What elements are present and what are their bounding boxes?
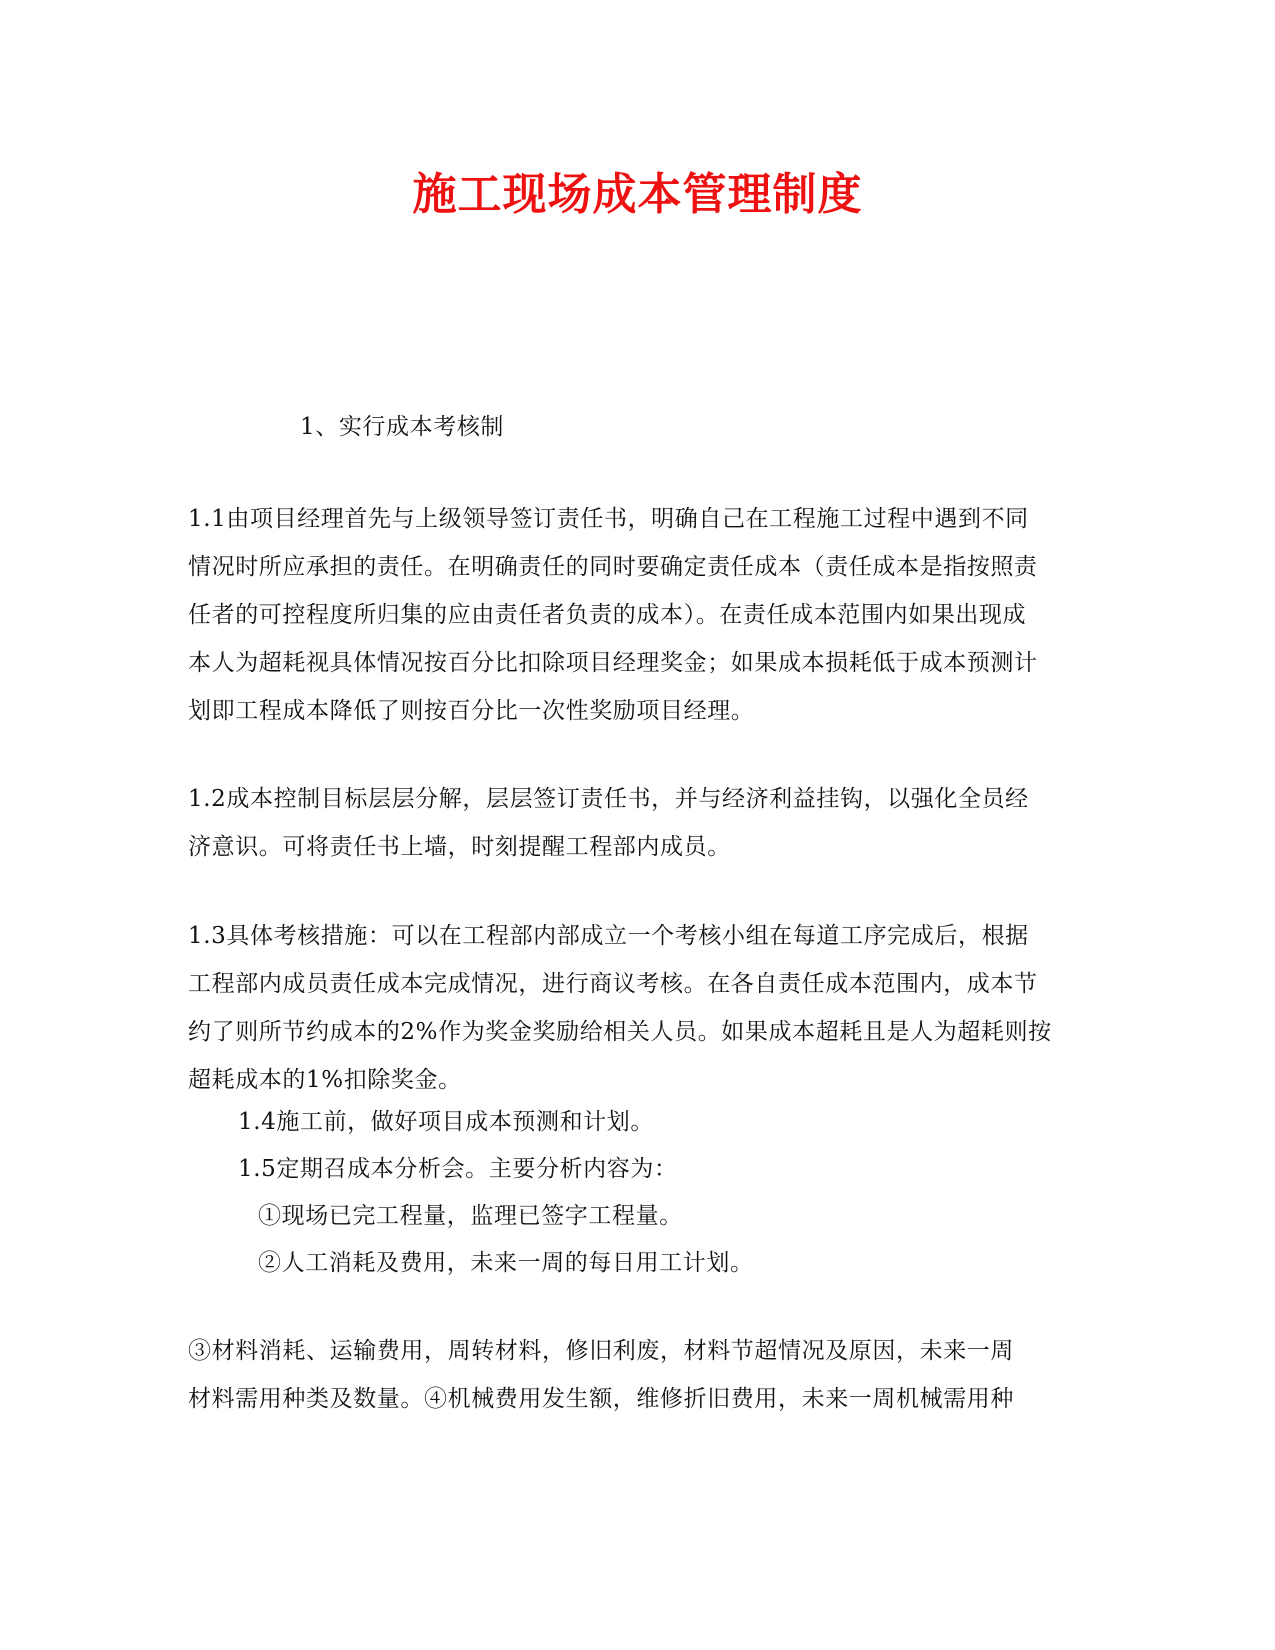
paragraph-line: 材料需用种类及数量。④机械费用发生额，维修折旧费用，未来一周机械需用种: [188, 1386, 1014, 1412]
paragraph-1-3: [188, 912, 1088, 1104]
paragraph-line: 任者的可控程度所归集的应由责任者负责的成本）。在责任成本范围内如果出现成: [188, 602, 1027, 628]
paragraph-1-1: [188, 495, 1088, 735]
paragraph-line: 1.2成本控制目标层层分解，层层签订责任书，并与经济利益挂钩，以强化全员经: [188, 786, 1029, 812]
document-title: 施工现场成本管理制度: [412, 169, 863, 220]
list-item-2: ②人工消耗及费用，未来一周的每日用工计划。: [258, 1250, 754, 1276]
list-items-3-4: [188, 1327, 1088, 1423]
paragraph-line: 工程部内成员责任成本完成情况，进行商议考核。在各自责任成本范围内，成本节: [188, 971, 1038, 997]
paragraph-line: 约了则所节约成本的2%作为奖金奖励给相关人员。如果成本超耗且是人为超耗则按: [188, 1019, 1052, 1045]
paragraph-1-4: 1.4施工前，做好项目成本预测和计划。: [238, 1109, 654, 1135]
paragraph-line: 超耗成本的1%扣除奖金。: [188, 1067, 462, 1093]
paragraph-line: 济意识。可将责任书上墙，时刻提醒工程部内成员。: [188, 834, 731, 860]
list-item-1: ①现场已完工程量，监理已签字工程量。: [258, 1203, 683, 1229]
paragraph-line: 1.1由项目经理首先与上级领导签订责任书，明确自己在工程施工过程中遇到不同: [188, 506, 1029, 532]
paragraph-line: ③材料消耗、运输费用，周转材料，修旧利废，材料节超情况及原因，未来一周: [188, 1338, 1014, 1364]
paragraph-1-5: 1.5定期召成本分析会。主要分析内容为：: [238, 1156, 678, 1182]
paragraph-line: 本人为超耗视具体情况按百分比扣除项目经理奖金；如果成本损耗低于成本预测计: [188, 650, 1038, 676]
paragraph-line: 情况时所应承担的责任。在明确责任的同时要确定责任成本（责任成本是指按照责: [188, 554, 1038, 580]
section-heading: 1、实行成本考核制: [300, 414, 505, 440]
paragraph-line: 1.3具体考核措施：可以在工程部内部成立一个考核小组在每道工序完成后，根据: [188, 923, 1029, 949]
paragraph-line: 划即工程成本降低了则按百分比一次性奖励项目经理。: [188, 698, 755, 724]
paragraph-1-2: [188, 775, 1088, 871]
